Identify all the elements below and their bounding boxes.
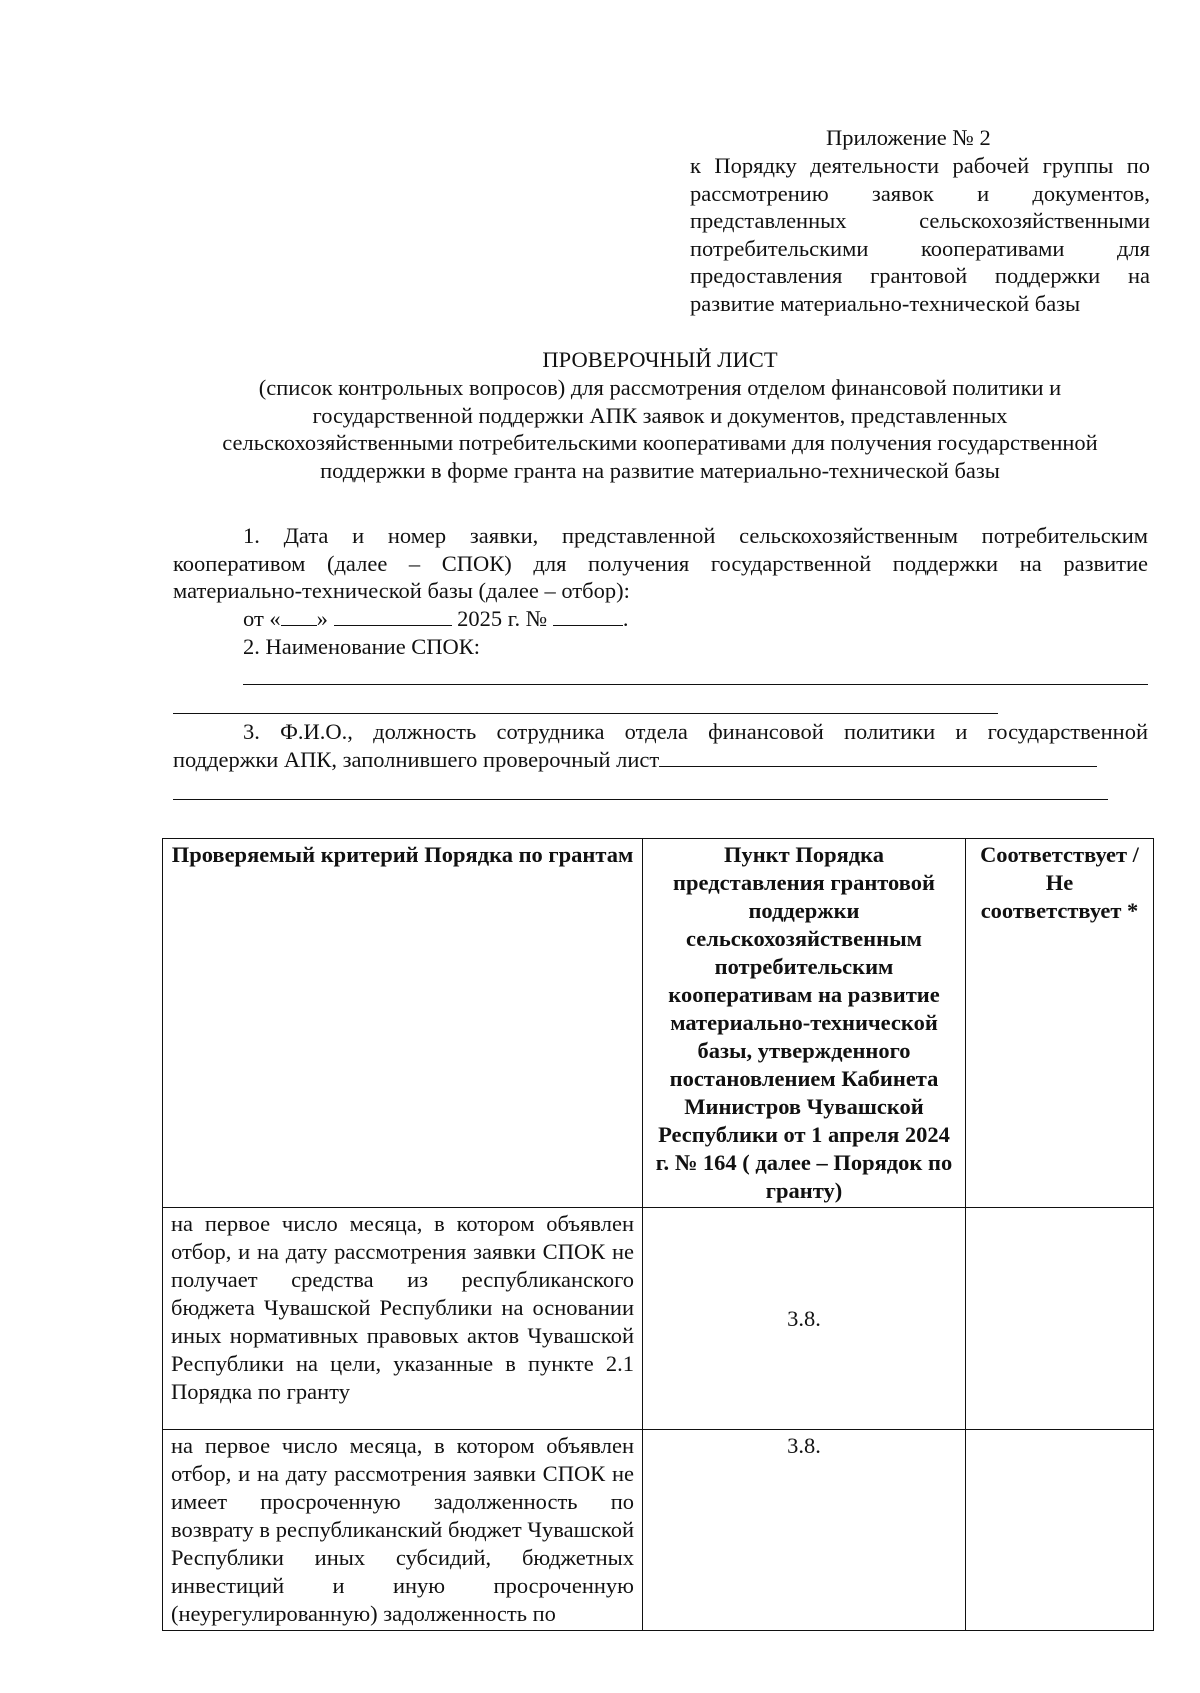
employee-field-line-2[interactable] [173,799,1108,800]
appendix-line: развитие материально-технической базы [690,290,1081,316]
date-end: . [622,606,629,631]
appendix-line: потребительскими кооперативами для [690,235,1150,261]
appendix-line: предоставления грантовой поддержки на [690,263,1150,288]
spok-name-field-line-1[interactable] [243,684,1148,685]
subtitle-line: сельскохозяйственными потребительскими кооперативами для получения государственной [222,430,1098,455]
appendix-line: представленных сельскохозяйственными [690,208,1150,233]
subtitle-line: (список контрольных вопросов) для рассмотрения отделом финансовой политики и [258,375,1062,400]
criterion-cell: на первое число месяца, в котором объявлен отбор, и на дату рассмотрения заявки СПОК не имеет просроченную задолженность по возврату в республиканский бюджет Чувашской Республики иных субсидий, бюджетных инвестиций и иную просроченную (неурегулированную) задолженность по [163,1430,643,1631]
employee-field[interactable] [659,746,1097,767]
appendix-title: Приложение № 2 [826,125,991,150]
header-clause: Пункт Порядка представления грантовой поддержки сельскохозяйственным потребительским кооперативам на развитие материально-технической базы, утвержденного постановлением Кабинета Министров Чувашской Республики от 1 апреля 2024 г. № 164 ( далее – Порядок по гранту) [643,839,966,1208]
document-title: ПРОВЕРОЧНЫЙ ЛИСТ [542,347,778,372]
spok-name-label: 2. Наименование СПОК: [243,634,481,659]
item3-text [173,718,1148,773]
document-subtitle [170,374,1150,484]
criterion-cell: на первое число месяца, в котором объявлен отбор, и на дату рассмотрения заявки СПОК не получает средства из республиканского бюджета Чувашской Республики на основании иных нормативных правовых актов Чувашской Республики на цели, указанные в пункте 2.1 Порядка по гранту [163,1208,643,1430]
compliance-cell[interactable] [966,1208,1154,1430]
header-criterion: Проверяемый критерий Порядка по грантам [163,839,643,1208]
table-row [163,1208,1154,1430]
checklist-table [162,838,1154,1631]
subtitle-line: поддержки в форме гранта на развитие материально-технической базы [320,457,1000,483]
day-field[interactable] [281,605,317,626]
appendix-line: к Порядку деятельности рабочей группы по [690,153,1150,178]
header-compliance: Соответствует / Не соответствует * [966,839,1154,1208]
item3-line: 3. Ф.И.О., должность сотрудника отдела финансовой политики и государственной [243,719,1148,744]
month-field[interactable] [334,605,452,626]
item3-line [173,746,1148,774]
clause-cell: 3.8. [643,1208,966,1430]
application-number-field[interactable] [553,605,623,626]
date-year: 2025 г. № [457,606,548,631]
compliance-cell[interactable] [966,1430,1154,1631]
appendix-reference [690,152,1150,317]
date-mid: » [316,606,328,631]
table-header-row [163,839,1154,1208]
item1-text [173,522,1148,605]
table-row [163,1430,1154,1631]
item3-line-text: поддержки АПК, заполнившего проверочный лист [173,746,660,772]
clause-cell: 3.8. [643,1430,966,1631]
item1-line: материально-технической базы (далее – отбор): [173,578,630,603]
item1-line: кооперативом (далее – СПОК) для получения государственной поддержки на развитие [173,550,1148,576]
application-date-line [243,605,628,633]
appendix-line: рассмотрению заявок и документов, [690,180,1150,206]
item1-line: 1. Дата и номер заявки, представленной сельскохозяйственным потребительским [243,523,1148,548]
spok-name-field-line-2[interactable] [173,713,998,714]
date-prefix: от « [243,606,281,631]
subtitle-line: государственной поддержки АПК заявок и документов, представленных [312,402,1008,428]
